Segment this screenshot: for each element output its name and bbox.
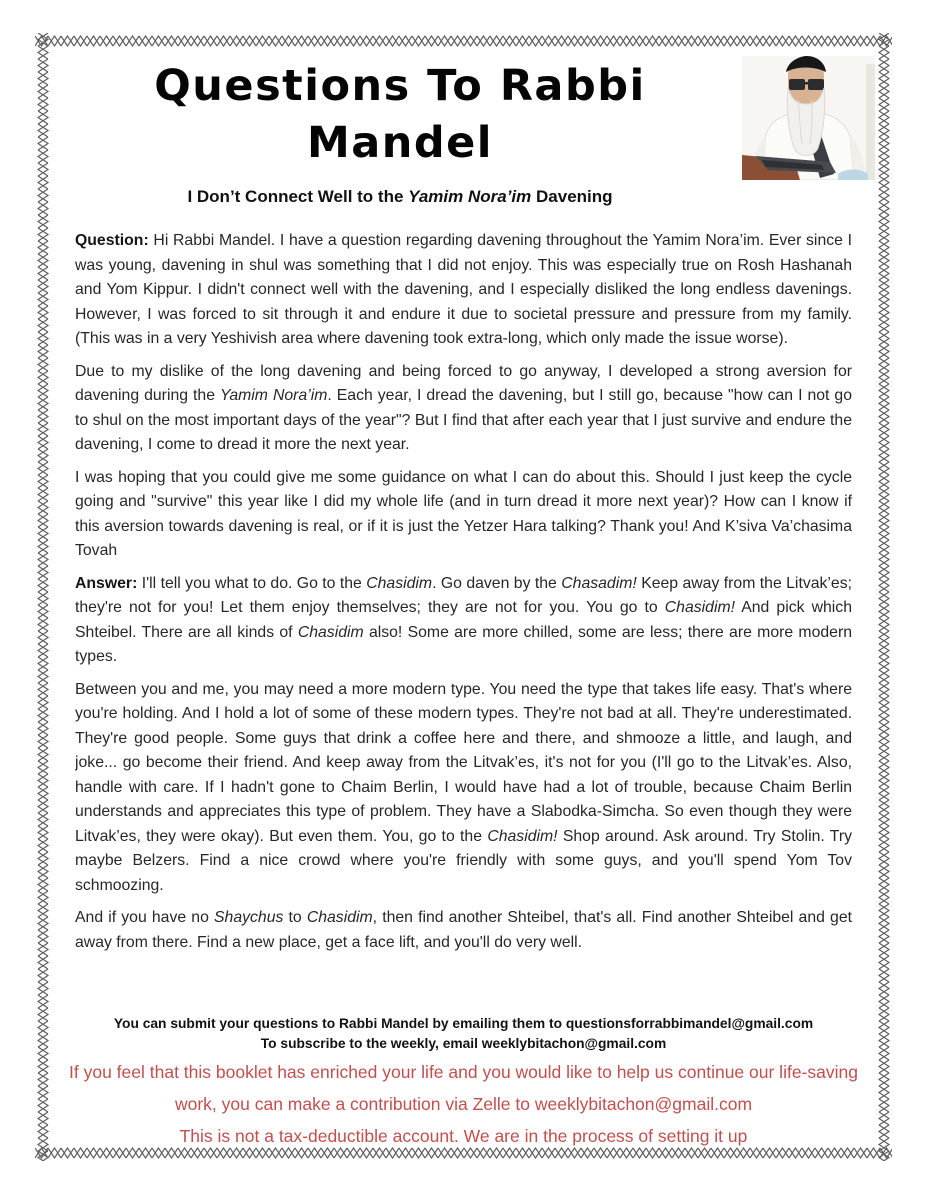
donation-note-line-3: This is not a tax-deductible account. We are in the process of setting it up: [179, 1126, 748, 1146]
answer-paragraph-3: And if you have no Shaychus to Chasidim, then find another Shteibel, that's all. Find another Shteibel and get away from there. Find a new place, get a face lift, and you'll do very well.: [75, 909, 852, 951]
question-paragraph: Question: Hi Rabbi Mandel. I have a question regarding davening throughout the Yamim Nora’im. Ever since I was young, davening in shul was something that I did not enjoy. This was especially true on Rosh Hashanah and Yom Kippur. I didn't connect well with the davening, and I especially disliked the long endless davenings. However, I was forced to sit through it and endure it due to societal pressure and pressure from my family. (This was in a very Yeshivish area where davening took extra-long, which only made the issue worse).: [75, 232, 852, 347]
article-subtitle: I Don’t Connect Well to the Yamim Nora’im Davening: [187, 187, 613, 206]
page-title-line-1: Questions To Rabbi: [154, 61, 646, 111]
question-paragraph-2: Due to my dislike of the long davening and being forced to go anyway, I developed a strong aversion for davening during the Yamim Nora’im. Each year, I dread the davening, but I still go, because "how can I not go to shul on the most important days of the year"? But I find that after each year that I just survive and endure the davening, I come to dread it more the next year.: [75, 362, 852, 453]
answer-paragraph-2: Between you and me, you may need a more modern type. You need the type that takes life easy. That's where you're holding. And I hold a lot of some of these modern types. They're not bad at all. They're underestimated. They're good people. Some guys that drink a coffee here and there, and shmooze a little, and laugh, and joke... go become their friend. And keep away from the Litvak’es, it's not for you (I'll go to the Litvak’es. Also, handle with care. If I hadn't gone to Chaim Berlin, I would have had a lot of trouble, because Chaim Berlin understands and appreciates this type of problem. They have a Slabodka-Simcha. So even though they were Litvak’es, they were okay). But even them. You, go to the Chasidim! Shop around. Ask around. Try Stolin. Try maybe Belzers. Find a nice crowd where you're friendly with some guys, and you'll spend Yom Tov schmoozing.: [75, 680, 852, 894]
contact-info: [75, 1014, 852, 1054]
page-border-left: [35, 33, 51, 1161]
page-title: [75, 58, 725, 172]
donation-note-line-1: If you feel that this booklet has enriched your life and you would like to help us continue our life-saving: [69, 1062, 858, 1082]
page-border-top: [35, 33, 892, 49]
subscribe-line: To subscribe to the weekly, email weeklybitachon@gmail.com: [260, 1036, 667, 1051]
submit-questions-line: You can submit your questions to Rabbi Mandel by emailing them to questionsforrabbimandel@gmail.com: [113, 1016, 814, 1031]
donation-note-line-2: work, you can make a contribution via Zelle to weeklybitachon@gmail.com: [174, 1094, 753, 1114]
question-paragraph-3: I was hoping that you could give me some guidance on what I can do about this. Should I just keep the cycle going and "survive" this year like I did my whole life (and in turn dread it more next year)? How can I know if this aversion towards davening is real, or if it is just the Yetzer Hara talking? Thank you! And K’siva Va’chasima Tovah: [75, 468, 852, 559]
answer-paragraph: Answer: I'll tell you what to do. Go to the Chasidim. Go daven by the Chasadim! Keep away from the Litvak’es; they're not for you! Let them enjoy themselves; they are not for you. You go to Chasidim! And pick which Shteibel. There are all kinds of Chasidim also! Some are more chilled, some are less; there are more modern types.: [75, 574, 852, 665]
page-title-line-2: Mandel: [306, 118, 494, 168]
page-border-right: [876, 33, 892, 1161]
rabbi-photo: [742, 56, 875, 180]
article-body: [75, 229, 852, 963]
donation-note: [55, 1056, 872, 1152]
